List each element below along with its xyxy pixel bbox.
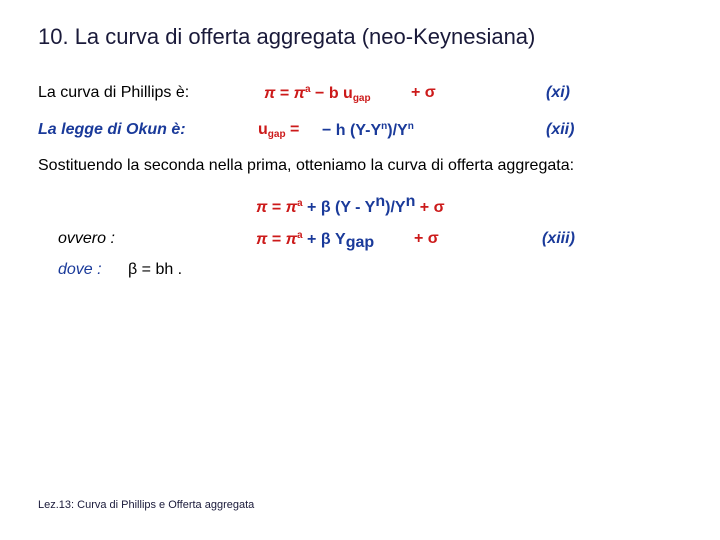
ovvero-ref: (xiii) <box>542 230 575 247</box>
phillips-plus-sigma: + σ <box>411 84 436 101</box>
slide-title: 10. La curva di offerta aggregata (neo-Keynesiana) <box>38 24 536 49</box>
dove-label: dove : <box>58 261 102 278</box>
phillips-ref: (xi) <box>546 84 570 101</box>
dove-expression: β = bh . <box>128 261 183 278</box>
ovvero-equation: $\pi = \pi^a + \beta$ $Y_{gap}$ <box>256 230 375 251</box>
ovvero-plus-sigma: + σ <box>414 230 439 247</box>
phillips-label: La curva di Phillips è: <box>38 84 190 101</box>
phillips-equation: $\pi = \pi^a - b$ $u_{gap}$ <box>264 84 371 104</box>
okun-rhs: − h $(Y-Y^n)/Y^n$ <box>322 121 414 139</box>
okun-ref: (xii) <box>546 121 575 138</box>
ovvero-label: ovvero : <box>58 230 115 247</box>
okun-label: La legge di Okun è: <box>38 121 186 138</box>
okun-lhs: $u_{gap}$ = <box>258 121 300 140</box>
footer-text: Lez.13: Curva di Phillips e Offerta aggregata <box>38 499 255 511</box>
aggregate-supply-equation: $\pi = \pi^a + \beta$ $(Y - Y^n)/Y^n + \sigma$ <box>256 193 445 216</box>
sostituendo-text: Sostituendo la seconda nella prima, otteniamo la curva di offerta aggregata: <box>38 157 575 174</box>
